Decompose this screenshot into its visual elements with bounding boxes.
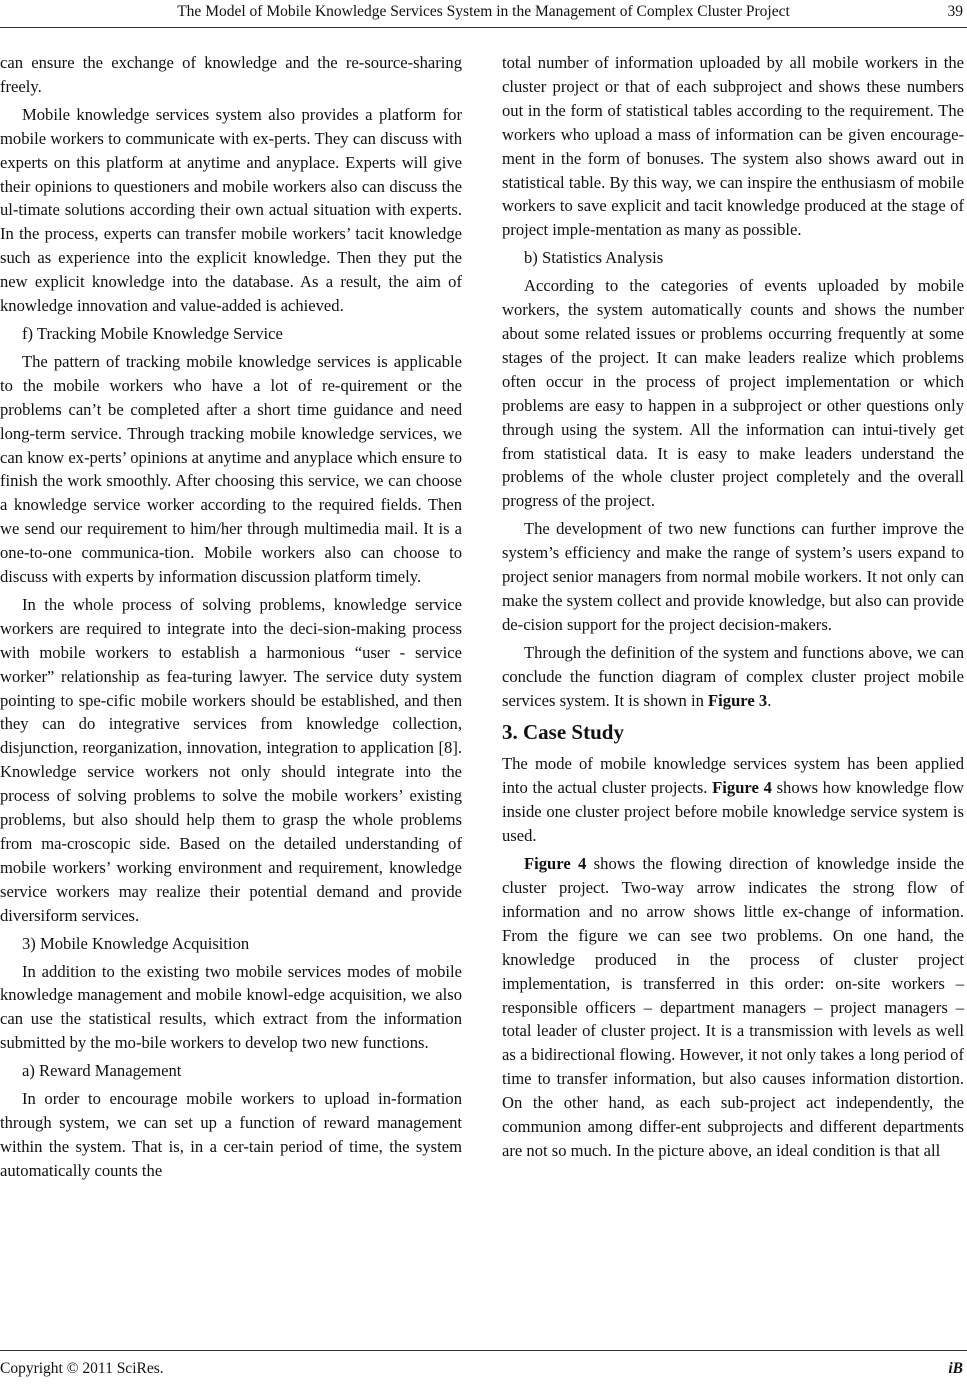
paragraph-text: The mode of mobile knowledge services system has been applied into the actual cluster projects. xyxy=(502,754,964,798)
page-footer xyxy=(0,1350,967,1386)
paragraph: In addition to the existing two mobile services modes of mobile knowledge management and mobile knowl-edge acquisition, we also can use the statistical results, which extract from the information submitted by the mo-bile workers to develop two new functions. xyxy=(0,961,462,1053)
paragraph-text: . xyxy=(767,690,772,710)
figure-reference: Figure 4 xyxy=(712,778,772,798)
paragraph: In order to encourage mobile workers to upload in-formation through system, we can set up a function of reward management within the system. That is, in a cer-tain period of time, the system automatically counts the xyxy=(0,1089,462,1180)
paragraph xyxy=(502,641,964,713)
subsection-heading: b) Statistics Analysis xyxy=(524,248,664,268)
left-column xyxy=(0,51,462,1183)
page-header xyxy=(0,0,967,30)
subsection-heading: 3) Mobile Knowledge Acquisition xyxy=(22,933,250,953)
subsection-heading: f) Tracking Mobile Knowledge Service xyxy=(22,323,283,343)
copyright-notice: Copyright © 2011 SciRes. xyxy=(0,1360,164,1377)
page-number: 39 xyxy=(947,3,963,20)
journal-abbreviation: iB xyxy=(948,1360,963,1377)
paragraph-text: shows the flowing direction of knowledge inside the cluster project. Two-way arrow indicates the strong flow of information and no arrow shows little ex-change of information. From the figure we can see two problems. On one hand, the knowledge produced in the process of cluster project implementation, is transferred in this order: on-site workers – responsible officers – department managers – project managers – total leader of cluster project. It is a transmission with levels as well as a bidirectional flowing. However, it not only takes a long period of time to transfer information, but also causes information distortion. On the other hand, as each sub-project act independently, the communion among differ-ent subprojects and different departments are not so much. In the picture above, an ideal condition is that all xyxy=(502,854,964,1160)
figure-reference: Figure 3 xyxy=(708,690,768,710)
paragraph: In the whole process of solving problems, knowledge service workers are required to integrate into the deci-sion-making process with mobile workers to establish a harmonious “user - service worker” relationship as fea-turing lawyer. The service duty system pointing to spe-cific mobile workers should be established, and then they can do integrative services from knowledge collection, disjunction, reorganization, innovation, integration to application [8]. Knowledge service workers not only should integrate into the process of solving problems to solve the mobile workers’ existing problems, but also should help them to grasp the whole problems from ma-croscopic side. Based on the detailed understanding of mobile workers’ working environment and requirement, knowledge service workers may realize their potential demand and provide diversiform services. xyxy=(0,594,462,925)
figure-reference: Figure 4 xyxy=(524,854,587,874)
paragraph-text: Through the definition of the system and functions above, we can conclude the function diagram of complex cluster project mobile services system. It is shown in xyxy=(502,642,964,710)
paragraph: The development of two new functions can further improve the system’s efficiency and make the range of system’s users expand to project senior managers from normal mobile workers. It not only can make the system collect and provide knowledge, but also can provide de-cision support for the project decision-makers. xyxy=(502,519,964,634)
subsection-heading: a) Reward Management xyxy=(22,1061,182,1081)
paragraph: The pattern of tracking mobile knowledge services is applicable to the mobile workers who have a lot of re-quirement or the problems can’t be completed after a short time guidance and need long-term service. Through tracking mobile knowledge services, we can know ex-perts’ opinions at anytime and anyplace which ensure to finish the work smoothly. After choosing this service, we can choose a knowledge service worker according to the required fields. Then we send our requirement to him/her through multimedia mail. It is a one-to-one communica-tion. Mobile workers also can choose to discuss with experts by information discussion platform timely. xyxy=(0,351,462,587)
paragraph: total number of information uploaded by all mobile workers in the cluster project or that of each subproject and shows these numbers out in the form of statistical tables according to the requirement. The workers who upload a mass of information can be given encourage-ment in the form of bonuses. The system also shows award out in statistical table. By this way, we can inspire the enthusiasm of mobile workers to save explicit and tacit knowledge produced at the stage of project imple-mentation as many as possible. xyxy=(502,53,964,240)
paragraph: can ensure the exchange of knowledge and the re-source-sharing freely. xyxy=(0,53,462,96)
section-heading: 3. Case Study xyxy=(502,720,624,745)
paragraph xyxy=(502,752,964,848)
paragraph-text: shows how knowledge flow inside one cluster project before mobile knowledge service system is used. xyxy=(502,778,965,846)
paragraph xyxy=(502,852,964,1163)
right-column xyxy=(502,51,964,1163)
paragraph: According to the categories of events uploaded by mobile workers, the system automatically counts and shows the number about some related issues or problems occurring frequently at some stages of the project. It can make leaders realize which problems often occur in the process of project implementation or which problems are easy to happen in a subproject or other questions only through using the system. All the information can intui-tively get from statistical data. It is easy to make leaders understand the problems of the whole cluster project completely and the overall progress of the project. xyxy=(502,276,964,511)
running-title: The Model of Mobile Knowledge Services System in the Management of Complex Cluster Project xyxy=(177,3,790,20)
paragraph: Mobile knowledge services system also provides a platform for mobile workers to communicate with ex-perts. They can discuss with experts on this platform at anytime and anyplace. Experts will give their opinions to questioners and mobile workers also can discuss the ul-timate solutions according their own actual situation with experts. In the process, experts can transfer mobile workers’ tacit knowledge such as experience into the explicit knowledge. Then they put the new explicit knowledge into the database. As a result, the aim of knowledge innovation and value-added is achieved. xyxy=(0,104,462,316)
footer-divider xyxy=(0,1350,967,1351)
header-divider xyxy=(0,27,967,28)
